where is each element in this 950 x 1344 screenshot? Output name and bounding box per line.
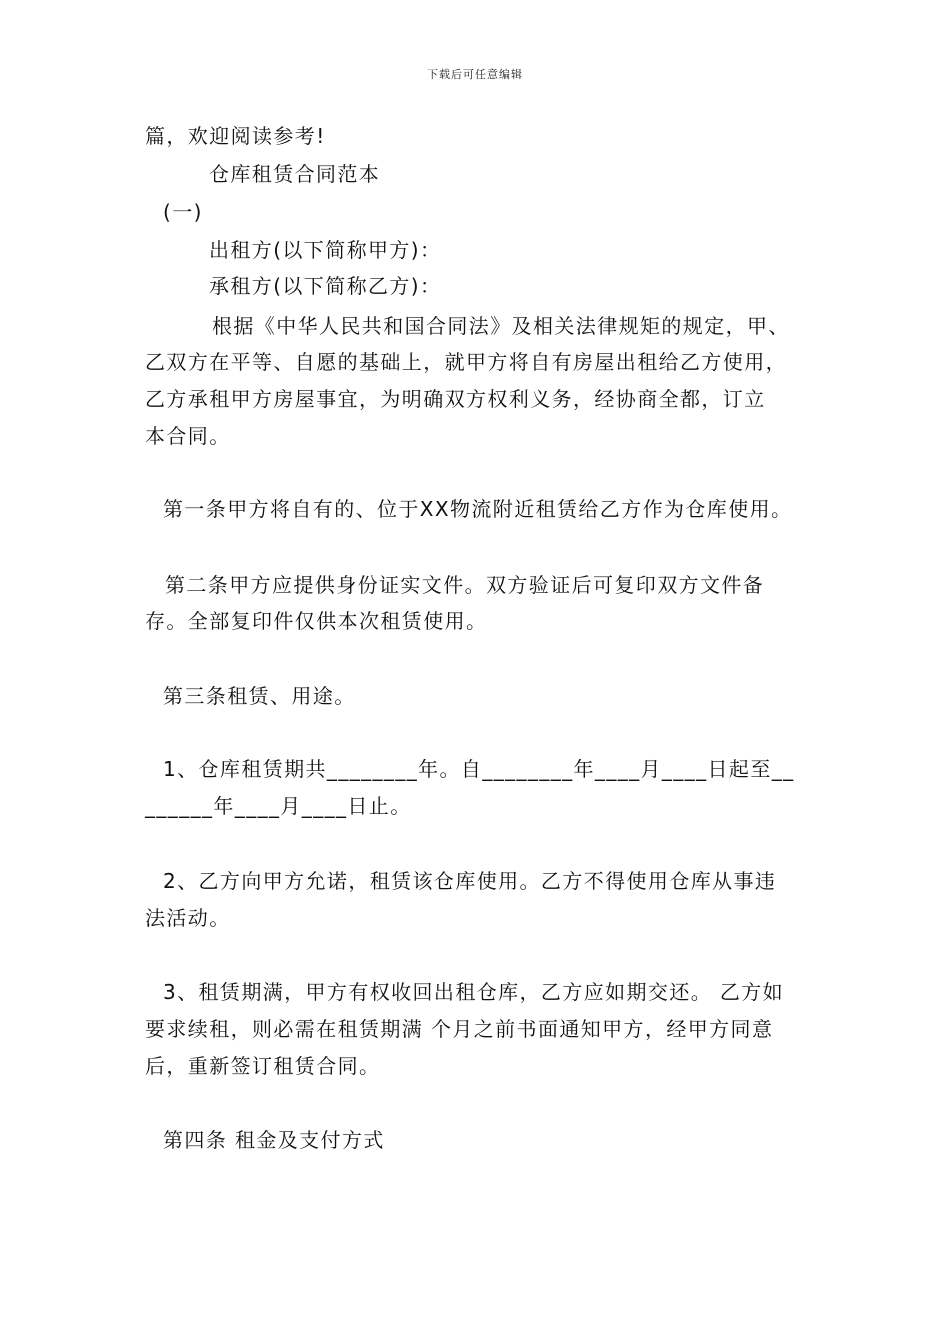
text-line: 要求续租，则必需在租赁期满 个月之前书面通知甲方，经甲方同意	[145, 1017, 774, 1041]
article-2: 第二条甲方应提供身份证实文件。双方验证后可复印双方文件备	[165, 573, 765, 597]
contract-title: 仓库租赁合同范本	[209, 162, 381, 186]
clause-2: 2、乙方向甲方允诺，租赁该仓库使用。乙方不得使用仓库从事违	[163, 869, 777, 893]
text-line: 根据《中华人民共和国合同法》及相关法律规矩的规定，甲、	[212, 314, 790, 338]
article-3: 第三条租赁、用途。	[163, 684, 356, 708]
clause-3: 3、租赁期满，甲方有权收回出租仓库，乙方应如期交还。 乙方如	[163, 980, 785, 1004]
text-line: 乙方承租甲方房屋事宜，为明确双方权利义务，经协商全都，订立	[145, 387, 766, 411]
text-line: 法活动。	[145, 906, 231, 930]
text-line: 篇，欢迎阅读参考!	[145, 124, 326, 148]
text-line: 乙双方在平等、自愿的基础上，就甲方将自有房屋出租给乙方使用，	[145, 350, 787, 374]
clause-1: 1、仓库租赁期共________年。自________年____月____日起至__	[163, 757, 795, 781]
text-line: (一)	[163, 200, 203, 224]
article-1: 第一条甲方将自有的、位于XX物流附近租赁给乙方作为仓库使用。	[163, 497, 793, 521]
lessor-line: 出租方(以下简称甲方)：	[209, 238, 442, 262]
page-header: 下载后可任意编辑	[427, 68, 523, 81]
text-line: ______年____月____日止。	[145, 794, 412, 818]
text-line: 存。全部复印件仅供本次租赁使用。	[145, 609, 488, 633]
article-4: 第四条 租金及支付方式	[163, 1128, 385, 1152]
lessee-line: 承租方(以下简称乙方)：	[209, 274, 442, 298]
text-line: 后，重新签订租赁合同。	[145, 1054, 381, 1078]
text-line: 本合同。	[145, 424, 231, 448]
